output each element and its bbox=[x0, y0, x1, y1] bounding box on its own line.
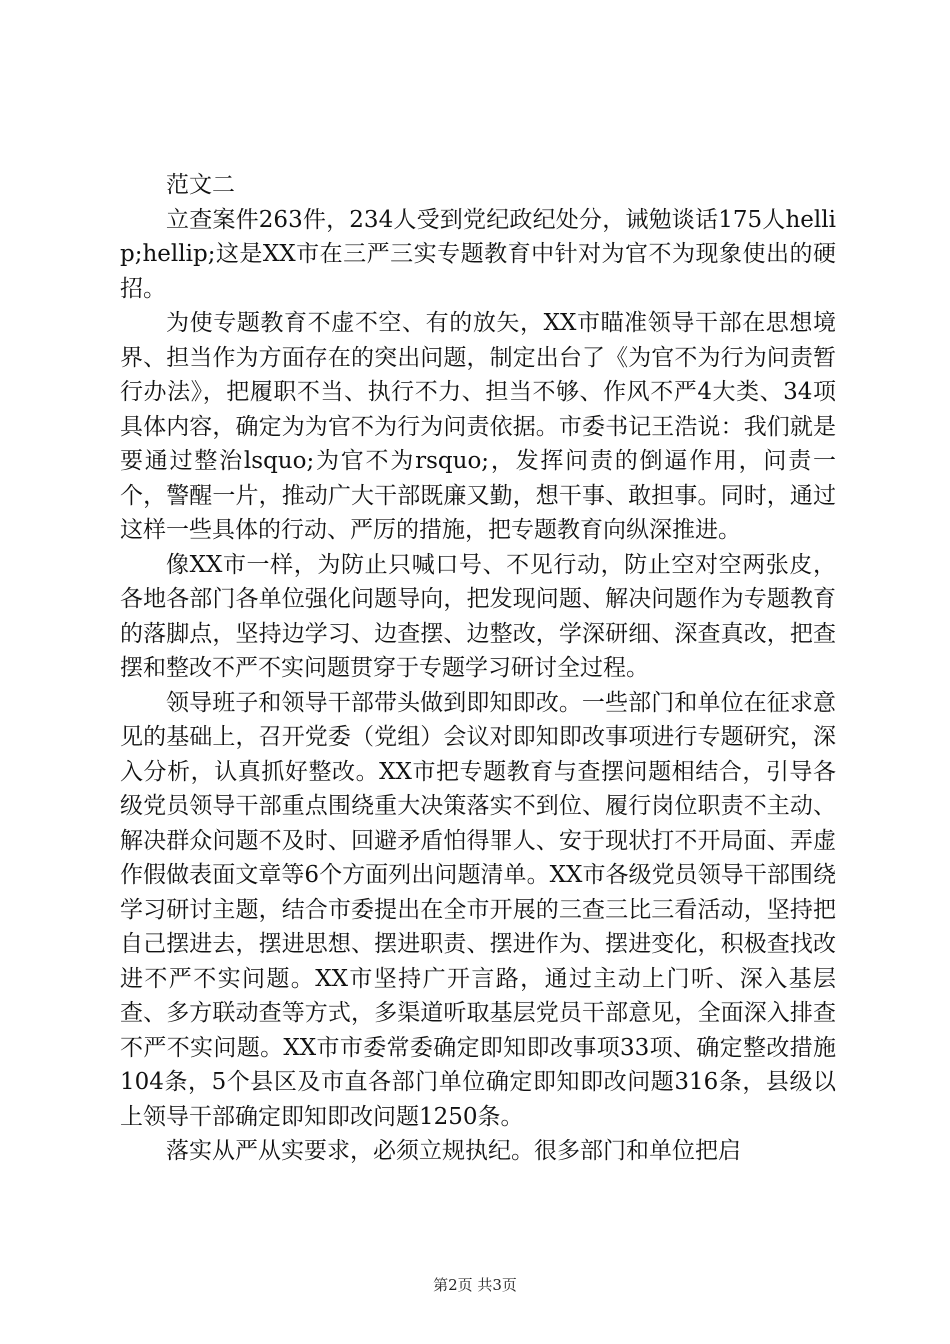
paragraph: 立查案件263件，234人受到党纪政纪处分，诫勉谈话175人hellip;hellip;这是XX市在三严三实专题教育中针对为官不为现象使出的硬招。 bbox=[120, 206, 836, 302]
paragraph: 落实从严从实要求，必须立规执纪。很多部门和单位把启 bbox=[166, 1138, 741, 1164]
paragraph: 像XX市一样，为防止只喊口号、不见行动，防止空对空两张皮，各地各部门各单位强化问题导向，把发现问题、解决问题作为专题教育的落脚点，坚持边学习、边查摆、边整改，学深研细、深查真改，把查摆和整改不严不实问题贯穿于专题学习研讨全过程。 bbox=[120, 551, 836, 681]
page-number-footer: 第2页 共3页 bbox=[433, 1276, 517, 1294]
paragraph: 为使专题教育不虚不空、有的放矢，XX市瞄准领导干部在思想境界、担当作为方面存在的突出问题，制定出台了《为官不为行为问责暂行办法》，把履职不当、执行不力、担当不够、作风不严4大类、34项具体内容，确定为为官不为行为问责依据。市委书记王浩说：我们就是要通过整治lsquo;为官不为rsquo;，发挥问责的倒逼作用，问责一个，警醒一片，推动广大干部既廉又勤，想干事、敢担事。同时，通过这样一些具体的行动、严厉的措施，把专题教育向纵深推进。 bbox=[120, 310, 836, 543]
section-heading: 范文二 bbox=[166, 172, 235, 198]
paragraph: 领导班子和领导干部带头做到即知即改。一些部门和单位在征求意见的基础上，召开党委（党组）会议对即知即改事项进行专题研究，深入分析，认真抓好整改。XX市把专题教育与查摆问题相结合，引导各级党员领导干部重点围绕重大决策落实不到位、履行岗位职责不主动、解决群众问题不及时、回避矛盾怕得罪人、安于现状打不开局面、弄虚作假做表面文章等6个方面列出问题清单。XX市各级党员领导干部围绕学习研讨主题，结合市委提出在全市开展的三查三比三看活动，坚持把自己摆进去，摆进思想、摆进职责、摆进作为、摆进变化，积极查找改进不严不实问题。XX市坚持广开言路，通过主动上门听、深入基层查、多方联动查等方式，多渠道听取基层党员干部意见，全面深入排查不严不实问题。XX市市委常委确定即知即改事项33项、确定整改措施104条，5个县区及市直各部门单位确定即知即改问题316条，县级以上领导干部确定即知即改问题1250条。 bbox=[120, 689, 836, 1130]
document-body bbox=[120, 168, 836, 1169]
